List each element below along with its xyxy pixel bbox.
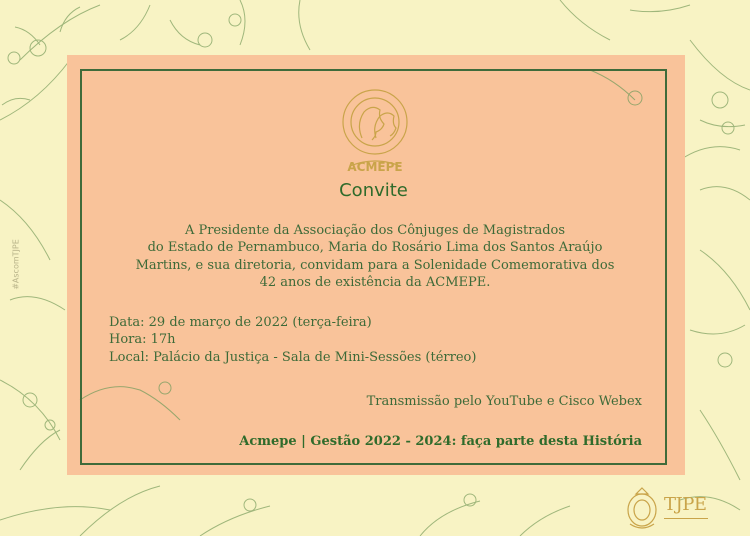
transmission-note: Transmissão pelo YouTube e Cisco Webex xyxy=(366,394,642,409)
ascom-watermark: #AscomTJPE xyxy=(11,239,21,290)
event-time: Hora: 17h xyxy=(109,332,176,348)
intro-line: 42 anos de existência da ACMEPE. xyxy=(259,274,491,290)
invitation-title: Convite xyxy=(339,180,408,201)
intro-line: A Presidente da Associação dos Cônjuges de Magistrados xyxy=(184,223,566,238)
tjpe-logo-text: TJPE xyxy=(664,494,707,515)
invitation-intro xyxy=(95,222,655,291)
tjpe-underline xyxy=(664,518,708,519)
acmepe-logo-text: ACMEPE xyxy=(347,160,403,174)
event-details xyxy=(109,314,629,366)
event-date: Data: 29 de março de 2022 (terça-feira) xyxy=(109,315,372,330)
event-location: Local: Palácio da Justiça - Sala de Mini-Sessões (térreo) xyxy=(109,349,477,365)
tjpe-seal-icon xyxy=(622,484,662,532)
footer-tagline: Acmepe | Gestão 2022 - 2024: faça parte desta História xyxy=(239,434,642,449)
intro-line: Martins, e sua diretoria, convidam para a Solenidade Comemorativa dos xyxy=(135,257,615,273)
intro-line: do Estado de Pernambuco, Maria do Rosário Lima dos Santos Araújo xyxy=(147,240,603,256)
